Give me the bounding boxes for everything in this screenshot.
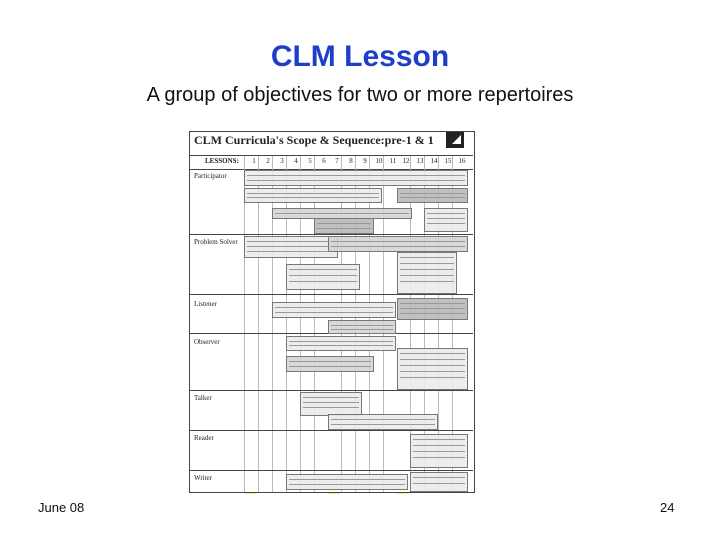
lesson-number: 8 [349, 157, 353, 165]
lesson-number: 11 [389, 157, 397, 165]
lesson-number: 16 [458, 157, 466, 165]
lesson-number: 2 [266, 157, 270, 165]
objective-box [397, 188, 468, 203]
objective-box [244, 188, 382, 203]
category-label: Observer [194, 338, 220, 346]
objective-box [300, 392, 362, 416]
objective-box [314, 218, 374, 234]
lesson-number: 4 [294, 157, 298, 165]
objective-box [272, 302, 396, 318]
category-label: Writer [194, 474, 212, 482]
lessons-label: LESSONS: [205, 157, 239, 165]
lesson-number: 7 [335, 157, 339, 165]
lesson-number: 5 [308, 157, 312, 165]
objective-box [286, 474, 408, 490]
objective-box [397, 252, 457, 294]
lesson-number: 13 [416, 157, 424, 165]
objective-box [286, 336, 396, 351]
objective-box [397, 348, 468, 390]
lesson-number: 14 [430, 157, 438, 165]
objective-box [410, 434, 468, 468]
category-label: Talker [194, 394, 212, 402]
objective-box [244, 236, 338, 258]
lessons-header-row [189, 155, 473, 170]
category-label: Listener [194, 300, 217, 308]
objective-box [286, 264, 360, 290]
lesson-number: 10 [375, 157, 383, 165]
slide-page-number: 24 [660, 500, 675, 515]
objective-box [424, 208, 468, 232]
lesson-number: 9 [363, 157, 367, 165]
scope-sequence-chart-image [186, 128, 477, 498]
lesson-number: 12 [402, 157, 410, 165]
slide-title: CLM Lesson [270, 40, 450, 73]
slide-subtitle: A group of objectives for two or more repertoires [146, 84, 574, 106]
lesson-number: 1 [252, 157, 256, 165]
document-title: CLM Curricula's Scope & Sequence:pre-1 & 1 [194, 133, 434, 147]
category-label: Participator [194, 172, 227, 180]
slide-date: June 08 [38, 500, 85, 515]
category-label: Reader [194, 434, 214, 442]
lesson-number: 3 [280, 157, 284, 165]
objective-box [286, 356, 374, 372]
lesson-number: 6 [322, 157, 326, 165]
lesson-number: 15 [444, 157, 452, 165]
objective-box [397, 298, 468, 320]
objective-box [328, 414, 438, 430]
objective-box [328, 320, 396, 334]
objective-box [410, 472, 468, 492]
category-label: Problem Solver [194, 238, 238, 246]
objective-box [328, 236, 468, 252]
objective-box [244, 170, 468, 186]
publisher-logo-icon [446, 132, 464, 148]
